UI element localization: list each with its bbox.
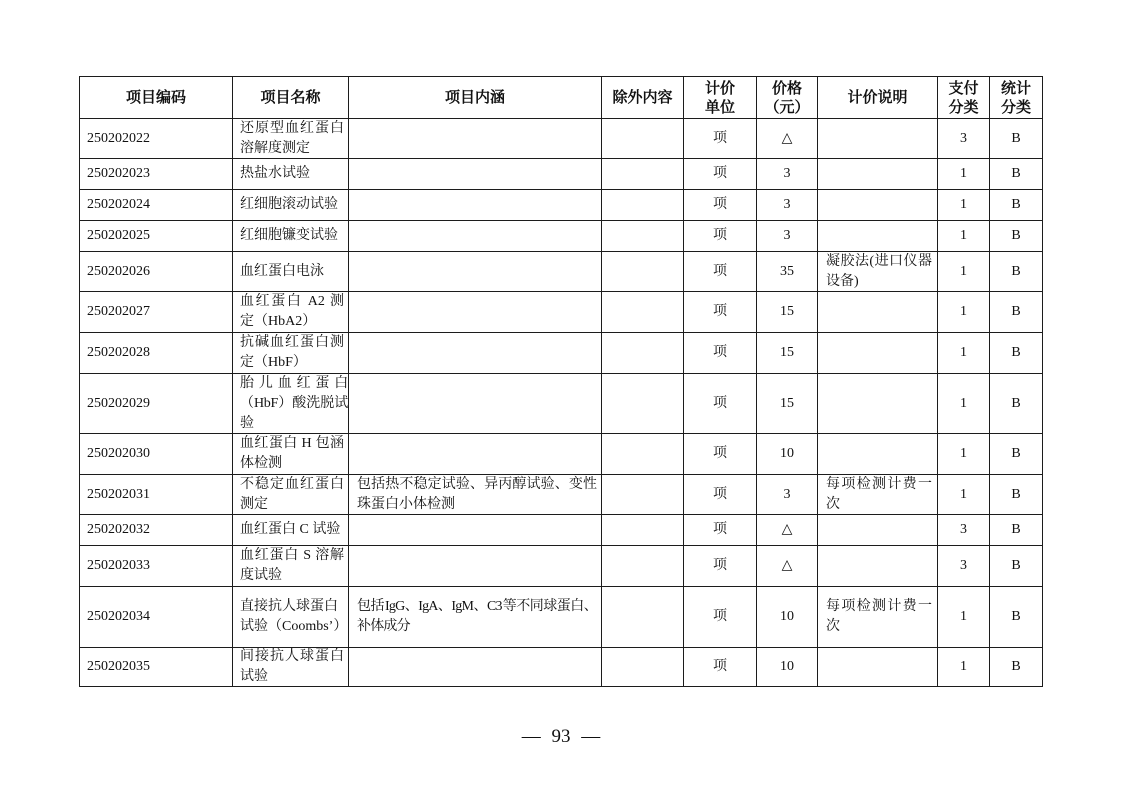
header-price-line2: （元） (764, 97, 810, 116)
cell-pricing-note (818, 374, 938, 434)
cell-price: △ (757, 546, 818, 587)
cell-stat-class: B (990, 221, 1043, 252)
cell-item-code: 250202028 (80, 333, 233, 374)
cell-pricing-unit: 项 (684, 252, 757, 292)
cell-pricing-note (818, 333, 938, 374)
cell-item-content (349, 374, 602, 434)
header-payment-class-line2: 分类 (948, 97, 979, 116)
cell-payment-class: 1 (938, 190, 990, 221)
cell-item-code: 250202033 (80, 546, 233, 587)
header-stat-class-line2: 分类 (1000, 97, 1031, 116)
cell-stat-class: B (990, 587, 1043, 648)
cell-payment-class: 1 (938, 159, 990, 190)
cell-exclusion (602, 546, 684, 587)
cell-item-code: 250202026 (80, 252, 233, 292)
cell-item-content (349, 252, 602, 292)
cell-price: 10 (757, 648, 818, 687)
cell-stat-class: B (990, 374, 1043, 434)
cell-item-content (349, 546, 602, 587)
cell-pricing-unit: 项 (684, 587, 757, 648)
cell-payment-class: 3 (938, 119, 990, 159)
cell-item-code: 250202027 (80, 292, 233, 333)
header-pricing-note: 计价说明 (818, 77, 938, 119)
cell-pricing-unit: 项 (684, 292, 757, 333)
cell-price: 3 (757, 221, 818, 252)
cell-pricing-note: 每项检测计费一次 (818, 475, 938, 515)
cell-stat-class: B (990, 292, 1043, 333)
cell-item-name: 直接抗人球蛋白试验（Coombs’） (233, 587, 349, 648)
cell-pricing-note (818, 546, 938, 587)
cell-item-name: 抗碱血红蛋白测定（HbF） (233, 333, 349, 374)
cell-item-content (349, 333, 602, 374)
cell-item-code: 250202024 (80, 190, 233, 221)
cell-exclusion (602, 515, 684, 546)
cell-price: 3 (757, 475, 818, 515)
cell-item-content (349, 434, 602, 475)
cell-item-name: 热盐水试验 (233, 159, 349, 190)
cell-item-name: 胎儿血红蛋白（HbF）酸洗脱试验 (233, 374, 349, 434)
cell-price: 3 (757, 190, 818, 221)
cell-payment-class: 3 (938, 546, 990, 587)
cell-exclusion (602, 252, 684, 292)
cell-pricing-note (818, 292, 938, 333)
cell-item-content (349, 119, 602, 159)
cell-item-content (349, 221, 602, 252)
cell-payment-class: 1 (938, 374, 990, 434)
cell-item-name: 还原型血红蛋白溶解度测定 (233, 119, 349, 159)
cell-item-code: 250202032 (80, 515, 233, 546)
cell-pricing-note (818, 515, 938, 546)
cell-pricing-unit: 项 (684, 221, 757, 252)
header-pricing-unit-line1: 计价 (704, 78, 735, 97)
cell-item-name: 血红蛋白 C 试验 (233, 515, 349, 546)
cell-payment-class: 1 (938, 475, 990, 515)
cell-item-content (349, 159, 602, 190)
cell-pricing-note (818, 648, 938, 687)
cell-item-code: 250202023 (80, 159, 233, 190)
header-exclusion: 除外内容 (602, 77, 684, 119)
cell-item-code: 250202034 (80, 587, 233, 648)
cell-exclusion (602, 292, 684, 333)
cell-exclusion (602, 587, 684, 648)
header-pricing-unit (684, 77, 757, 119)
cell-stat-class: B (990, 648, 1043, 687)
cell-exclusion (602, 475, 684, 515)
cell-price: 15 (757, 333, 818, 374)
cell-pricing-unit: 项 (684, 374, 757, 434)
cell-exclusion (602, 374, 684, 434)
cell-pricing-note (818, 221, 938, 252)
cell-item-name: 血红蛋白 S 溶解度试验 (233, 546, 349, 587)
cell-price: 10 (757, 434, 818, 475)
cell-price: △ (757, 515, 818, 546)
cell-pricing-unit: 项 (684, 119, 757, 159)
cell-item-content (349, 515, 602, 546)
cell-payment-class: 1 (938, 587, 990, 648)
cell-item-code: 250202031 (80, 475, 233, 515)
cell-item-content (349, 292, 602, 333)
cell-item-content: 包括热不稳定试验、异丙醇试验、变性珠蛋白小体检测 (349, 475, 602, 515)
cell-item-name: 红细胞滚动试验 (233, 190, 349, 221)
cell-item-name: 血红蛋白 H 包涵体检测 (233, 434, 349, 475)
cell-stat-class: B (990, 333, 1043, 374)
cell-payment-class: 1 (938, 221, 990, 252)
cell-payment-class: 1 (938, 434, 990, 475)
cell-pricing-unit: 项 (684, 190, 757, 221)
cell-price: 35 (757, 252, 818, 292)
cell-payment-class: 3 (938, 515, 990, 546)
cell-pricing-unit: 项 (684, 434, 757, 475)
cell-exclusion (602, 333, 684, 374)
cell-stat-class: B (990, 119, 1043, 159)
cell-payment-class: 1 (938, 252, 990, 292)
cell-pricing-note (818, 434, 938, 475)
cell-price: 3 (757, 159, 818, 190)
cell-pricing-unit: 项 (684, 159, 757, 190)
cell-pricing-note (818, 119, 938, 159)
cell-item-code: 250202035 (80, 648, 233, 687)
header-item-name: 项目名称 (233, 77, 349, 119)
cell-pricing-note: 每项检测计费一次 (818, 587, 938, 648)
cell-item-name: 不稳定血红蛋白测定 (233, 475, 349, 515)
cell-stat-class: B (990, 434, 1043, 475)
header-item-code: 项目编码 (80, 77, 233, 119)
cell-pricing-unit: 项 (684, 515, 757, 546)
cell-pricing-note (818, 190, 938, 221)
cell-stat-class: B (990, 159, 1043, 190)
cell-stat-class: B (990, 546, 1043, 587)
cell-item-name: 血红蛋白 A2 测定（HbA2） (233, 292, 349, 333)
cell-price: 15 (757, 374, 818, 434)
cell-item-code: 250202029 (80, 374, 233, 434)
cell-pricing-unit: 项 (684, 475, 757, 515)
cell-exclusion (602, 119, 684, 159)
cell-pricing-unit: 项 (684, 648, 757, 687)
cell-exclusion (602, 190, 684, 221)
cell-pricing-note: 凝胶法(进口仪器设备) (818, 252, 938, 292)
header-payment-class (938, 77, 990, 119)
cell-pricing-unit: 项 (684, 546, 757, 587)
cell-exclusion (602, 159, 684, 190)
cell-pricing-unit: 项 (684, 333, 757, 374)
cell-price: 15 (757, 292, 818, 333)
cell-item-content: 包括 IgG、IgA、IgM、C3 等不同球蛋白、补体成分 (349, 587, 602, 648)
cell-item-code: 250202022 (80, 119, 233, 159)
header-price-line1: 价格 (771, 78, 802, 97)
cell-payment-class: 1 (938, 648, 990, 687)
cell-payment-class: 1 (938, 333, 990, 374)
cell-stat-class: B (990, 252, 1043, 292)
cell-price: 10 (757, 587, 818, 648)
cell-exclusion (602, 221, 684, 252)
header-stat-class (990, 77, 1043, 119)
cell-pricing-note (818, 159, 938, 190)
header-price (757, 77, 818, 119)
cell-exclusion (602, 648, 684, 687)
cell-payment-class: 1 (938, 292, 990, 333)
cell-stat-class: B (990, 190, 1043, 221)
cell-item-code: 250202030 (80, 434, 233, 475)
header-payment-class-line1: 支付 (948, 78, 979, 97)
cell-item-name: 红细胞镰变试验 (233, 221, 349, 252)
cell-item-code: 250202025 (80, 221, 233, 252)
cell-item-name: 间接抗人球蛋白试验 (233, 648, 349, 687)
cell-item-content (349, 648, 602, 687)
cell-stat-class: B (990, 475, 1043, 515)
cell-stat-class: B (990, 515, 1043, 546)
header-item-content: 项目内涵 (349, 77, 602, 119)
cell-item-name: 血红蛋白电泳 (233, 252, 349, 292)
pricing-table (79, 76, 1043, 687)
header-stat-class-line1: 统计 (1000, 78, 1031, 97)
cell-price: △ (757, 119, 818, 159)
header-pricing-unit-line2: 单位 (704, 97, 735, 116)
cell-exclusion (602, 434, 684, 475)
cell-item-content (349, 190, 602, 221)
page-number: — 93 — (521, 726, 601, 747)
